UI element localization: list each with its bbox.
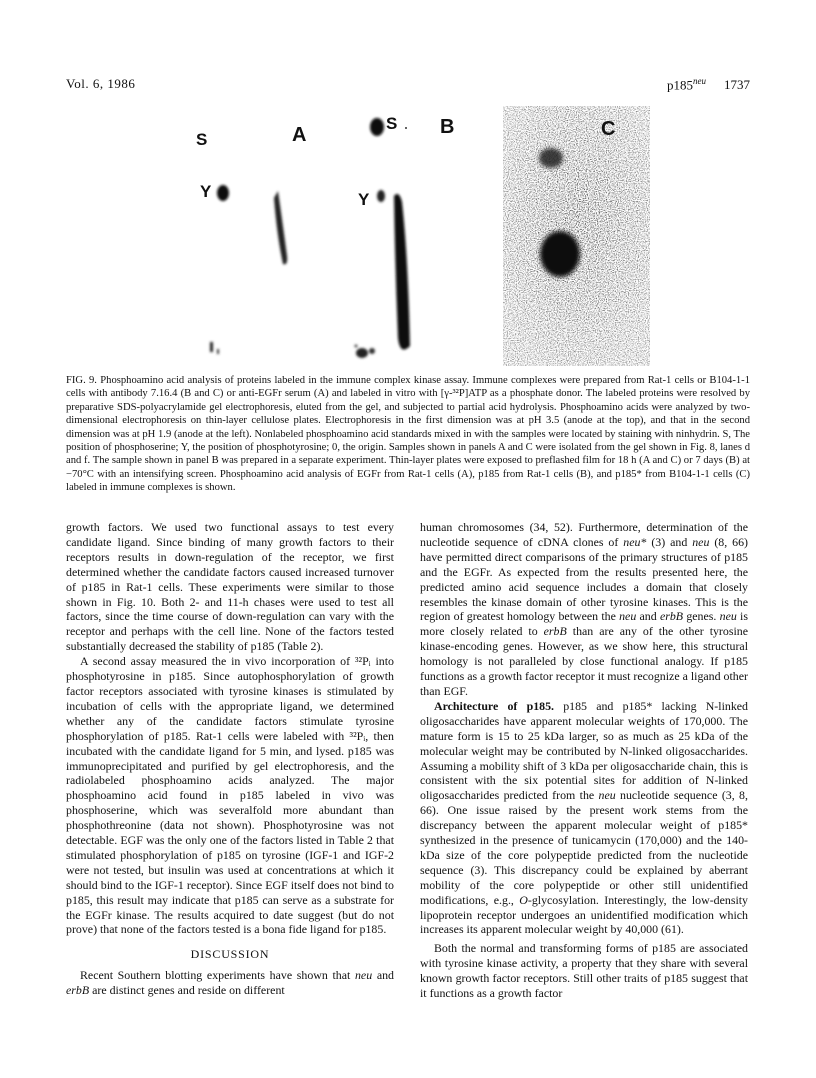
running-head [66,76,750,96]
left-p3-text-b: are distinct genes and reside on different [89,983,285,998]
r1-a: human chromosomes (34, 52). Furthermore, determination of the nucleotide sequence of cDNA clones of [420,520,748,549]
r2-a: p185 and p185* lacking N-linked oligosaccharides have apparent molecular weights of 170,000. The mature form is 15 to 25 kDa larger, so as much as 25 kDa of the molecular weight may be contributed by N-linked oligosaccharides. Assuming a mobility shift of 3 kDa per oligosaccharide chain, this is consistent with the six potential sites for addition of N-linked oligosaccharides predicted from the [420,698,748,803]
left-paragraph-2: A second assay measured the in vivo incorporation of ³²Pᵢ into phosphotyrosine in p185. Since autophosphorylation of growth factor receptors associated with tyrosine kinases is stimulated by incubation of cells with the appropriate ligand, we determined whether any of the candidate factors stimulate tyrosine phosphorylation of p185. Rat-1 cells were labeled with ³²Pᵢ, then incubated with the candidate ligand for 5 min, and lysed. p185 was immunoprecipitated and purified by gel electrophoresis, and the radiolabeled phosphoamino acids analyzed. The major phosphoamino acid found in p185 labeled in vivo was phosphoserine, which was severalfold more abundant than phosphothreonine (data not shown). Phosphotyrosine was not detectable. EGF was the only one of the factors listed in Table 2 that stimulated phosphorylation of p185 on tyrosine (IGF-1 and IGF-2 were not tested, but insulin was used at concentrations at which it should bind to the IGF-1 receptor). Since EGF itself does not bind to p185, this result may indicate that p185 can serve as a substrate for the EGFr kinase. The results acquired to date suggest (but do not prove) that none of the factors tested is a bona fide ligand for p185. [66,654,394,937]
left-paragraph-1: growth factors. We used two functional assays to test every candidate ligand. Since binding of many growth factors to their receptors results in down-regulation of the receptor, we first determined whether the candidate factors caused increased turnover of p185 in Rat-1 cells. These experiments were similar to those shown in Fig. 10. Both 2- and 11-h chases were used to test all factors, since the time course of down-regulation can vary with the receptor and perhaps with the cell line. None of the factors tested substantially decreased the stability of p185 (Table 2). [66,520,394,654]
film-grain-background [503,106,650,366]
origin-speck-b [355,345,358,348]
panel-b-image [338,106,503,366]
r1-d: and [636,609,660,624]
r1-neu-3: neu [719,609,737,624]
spot-s-label-b: S [386,114,398,133]
phosphoserine-spot-c [539,148,563,168]
r2-b: nucleotide sequence (3, 8, 66). One issue raised by the present work stems from the discrepancy between the apparent molecular weight of p185* synthesized in the presence of tunicamycin (170,000) and the 140-kDa size of the core polypeptide predicted from the nucleotide sequence (3). This discrepancy could be explained by aberrant mobility of the core polypeptide or other still unidentified modifications, e.g., [420,788,748,907]
left-p3-neu: neu [354,968,373,983]
spot-y-label-b: Y [358,190,370,209]
phosphoserine-streak-a [274,191,287,264]
r1-neu-star: neu* [623,534,647,549]
right-paragraph-3: Both the normal and transforming forms of p185 are associated with tyrosine kinase activity, a property that they share with several known growth factor receptors. Still other traits of p185 suggest that it functions as a growth factor [420,941,748,1001]
r1-c: (8, 66) have permitted direct comparisons of the primary structures of p185 and the EGFr. As expected from the results presented here, the predicted amino acid sequence includes a domain that closely resembles the kinase domain of other tyrosine kinases. This is the region of greatest homology between the [420,534,748,624]
panel-a-label: A [292,124,307,146]
spot-s-label-a: S [196,130,208,149]
panel-a [180,106,338,366]
origin-dot-a [217,349,219,354]
origin-mark-a [210,342,213,352]
r2-neu: neu [598,788,616,803]
origin-spot-b2 [369,348,375,354]
r1-neu: neu [692,534,710,549]
right-paragraph-2 [420,699,748,938]
streak-b [394,194,410,350]
section-title-discussion: DISCUSSION [190,947,270,962]
left-column [66,520,394,998]
running-title-text: p185 [667,77,693,93]
left-p3-erbb: erbB [66,983,90,998]
page-number: 1737 [724,77,750,93]
panel-c [503,106,650,366]
left-p3-text-mid: and [372,968,394,983]
left-paragraph-3 [66,968,394,998]
r1-f: is more closely related to [420,609,748,639]
panel-c-label: C [601,118,616,140]
r2-c: -glycosylation. Interestingly, the low-density lipoprotein receptor undergoes an unidentified modification which increases its apparent molecular weight by 40,000 (61). [420,892,748,937]
panel-c-image [503,106,650,366]
r2-o: O [519,892,528,907]
r1-g: than are any of the other tyrosine kinase-encoding genes. However, as we show here, this structural homology is not paralleled by close functional analogy. If p185 functions as a growth factor receptor it must recognize a ligand other than EGF. [420,624,748,698]
right-column [420,520,748,1001]
r1-erbb-2: erbB [543,624,567,639]
r1-neu-2: neu [619,609,637,624]
phosphoserine-spot-b [370,118,384,136]
running-title-superscript: neu [693,76,706,86]
r1-e: genes. [683,609,720,624]
spot-y-label-a: Y [200,182,212,201]
r1-b: (3) and [646,534,693,549]
phosphotyrosine-spot-b [377,190,385,202]
r1-erbb: erbB [659,609,684,624]
panel-b-label: B [440,116,455,138]
origin-spot-b [356,348,368,358]
phosphotyrosine-spot-a [217,185,229,201]
figure-9-autoradiograph [180,106,650,366]
left-p3-text-a: Recent Southern blotting experiments have shown that [80,968,355,983]
figure-caption [66,374,750,495]
panel-b [338,106,503,366]
caption-text: Phosphoamino acid analysis of proteins labeled in the immune complex kinase assay. Immune complexes were prepared from Rat-1 cells or B104-1-1 cells with antibody 7.16.4 (B and C) or anti-EGFr serum (A) and labeled in vitro with [γ-³²P]ATP as a phosphate donor. The labeled proteins were resolved by preparative SDS-polyacrylamide gel electrophoresis, eluted from the gel, and subjected to partial acid hydrolysis. Phosphoamino acids were analyzed by two-dimensional electrophoresis on thin-layer cellulose plates. Electrophoresis in the first dimension was at pH 3.5 (anode at the top), and that in the second dimension was at pH 1.9 (anode at the left). Nonlabeled phosphoamino acid standards mixed in with the samples were located by staining with ninhydrin. S, The position of phosphoserine; Y, the position of phosphotyrosine; 0, the origin. Samples shown in panels A and C were isolated from the gel shown in Fig. 8, lanes d and f. The sample shown in panel B was prepared in a separate experiment. Thin-layer plates were exposed to preflashed film for 18 h (A and C) or 7 days (B) at −70°C with an intensifying screen. Phosphoamino acid analysis of EGFr from Rat-1 cells (A), p185 from Rat-1 cells (B), and p185* from B104-1-1 cells (C) labeled in immune complexes is shown. [66,375,751,494]
speck-b [405,127,407,129]
right-paragraph-1 [420,520,748,699]
subsection-head-architecture: Architecture of p185. [434,698,555,713]
running-title [667,76,750,93]
caption-label: FIG. 9. [66,375,97,386]
journal-volume: Vol. 6, 1986 [66,76,136,91]
phosphotyrosine-spot-c [540,231,580,277]
